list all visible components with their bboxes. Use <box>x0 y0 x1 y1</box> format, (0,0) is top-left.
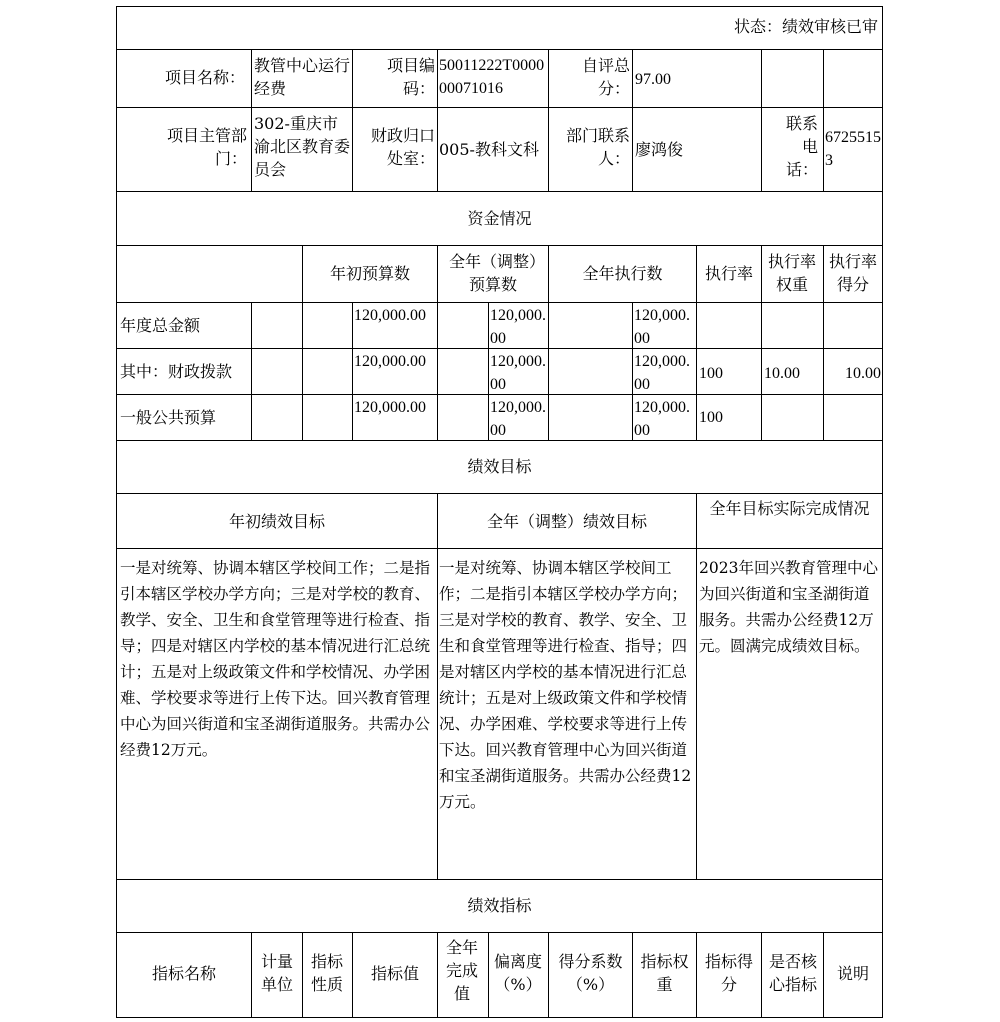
rule-line <box>302 302 303 440</box>
indicator-header-value: 指标值 <box>370 964 419 983</box>
rule-line <box>548 49 549 191</box>
indicator-header-score: 指标得分 <box>704 952 753 994</box>
rule-line <box>761 932 762 1017</box>
funds-row-adjusted: 120,000.00 <box>490 307 546 347</box>
indicator-header-weight: 指标权重 <box>640 952 689 994</box>
rule-line <box>632 49 633 191</box>
project-code-value: 50011222T000000071016 <box>439 57 545 97</box>
finance-value: 005-教科文科 <box>439 140 539 159</box>
rule-line <box>761 302 762 440</box>
rule-line <box>437 245 438 302</box>
funds-header-executed: 全年执行数 <box>582 264 663 283</box>
funds-row-score: 10.00 <box>845 365 881 382</box>
dept-label: 项目主管部门： <box>166 126 247 168</box>
indicator-header-unit: 计量单位 <box>260 952 293 994</box>
indicators-section-title: 绩效指标 <box>467 896 532 915</box>
goals-actual-text: 2023年回兴教育管理中心为回兴街道和宝圣湖街道服务。共需办公经费12万元。圆满完成绩效目标。 <box>699 559 878 655</box>
project-name-label: 项目名称： <box>164 68 245 87</box>
rule-line <box>302 932 303 1017</box>
rule-line <box>116 879 883 880</box>
rule-line <box>488 302 489 440</box>
phone-label: 联系电话： <box>785 114 818 179</box>
funds-header-rate: 执行率 <box>704 264 753 283</box>
indicator-header-note: 说明 <box>836 964 869 983</box>
rule-line <box>437 302 438 440</box>
funds-row-rate: 100 <box>699 365 723 382</box>
rule-line <box>116 6 883 7</box>
rule-line <box>251 302 252 440</box>
funds-row-initial: 120,000.00 <box>354 353 426 370</box>
rule-line <box>823 302 824 440</box>
rule-line <box>632 302 633 440</box>
rule-line <box>696 245 697 302</box>
rule-line <box>116 932 883 933</box>
rule-line <box>548 932 549 1017</box>
funds-row-adjusted: 120,000.00 <box>490 353 546 393</box>
funds-row-executed: 120,000.00 <box>634 399 690 439</box>
indicator-header-completed: 全年完成值 <box>445 938 478 1003</box>
funds-row-executed: 120,000.00 <box>634 307 690 347</box>
funds-header-initial: 年初预算数 <box>329 264 410 283</box>
rule-line <box>352 932 353 1017</box>
rule-line <box>488 932 489 1017</box>
funds-header-adjusted: 全年（调整）预算数 <box>448 252 537 294</box>
goals-header-adjusted: 全年（调整）绩效目标 <box>486 512 647 531</box>
rule-line <box>437 493 438 879</box>
dept-value: 302-重庆市渝北区教育委员会 <box>254 114 351 179</box>
rule-line <box>548 302 549 440</box>
funds-row-initial: 120,000.00 <box>354 307 426 324</box>
rule-line <box>116 548 883 549</box>
rule-line <box>352 49 353 191</box>
funds-row-weight: 10.00 <box>764 365 800 382</box>
indicator-header-nature: 指标性质 <box>310 952 343 994</box>
rule-line <box>548 245 549 302</box>
finance-label: 财政归口处室： <box>370 126 435 168</box>
rule-line <box>882 6 883 1018</box>
funds-row-label: 其中：财政拨款 <box>120 362 233 381</box>
goals-header-actual: 全年目标实际完成情况 <box>709 499 870 518</box>
rule-line <box>116 49 883 50</box>
funds-row-label: 年度总金额 <box>120 316 201 335</box>
rule-line <box>116 1017 883 1018</box>
rule-line <box>761 245 762 302</box>
self-score-label: 自评总分： <box>581 56 630 98</box>
rule-line <box>116 302 883 303</box>
status-text: 状态：绩效审核已审 <box>733 17 878 36</box>
indicator-header-name: 指标名称 <box>151 964 216 983</box>
indicator-header-core: 是否核心指标 <box>768 952 817 994</box>
self-score-value: 97.00 <box>635 71 671 88</box>
rule-line <box>352 302 353 440</box>
goals-header-initial: 年初绩效目标 <box>228 512 325 531</box>
funds-row-rate: 100 <box>699 409 723 426</box>
phone-value: 67255153 <box>825 129 881 169</box>
funds-row-label: 一般公共预算 <box>120 408 217 427</box>
funds-header-score: 执行率得分 <box>828 252 877 294</box>
rule-line <box>116 493 883 494</box>
indicator-header-deviation: 偏离度（%） <box>493 952 542 994</box>
funds-section-title: 资金情况 <box>467 209 532 228</box>
rule-line <box>823 49 824 191</box>
rule-line <box>696 932 697 1017</box>
rule-line <box>437 49 438 191</box>
indicator-header-coefficient: 得分系数（%） <box>558 952 623 994</box>
contact-value: 廖鸿俊 <box>635 140 684 159</box>
rule-line <box>251 932 252 1017</box>
contact-label: 部门联系人： <box>565 126 630 168</box>
rule-line <box>116 245 883 246</box>
rule-line <box>116 107 883 108</box>
goals-initial-text: 一是对统筹、协调本辖区学校间工作；二是指引本辖区学校办学方向；三是对学校的教育、教学、安全、卫生和食堂管理等进行检查、指导；四是对辖区内学校的基本情况进行汇总统计；五是对上级政策文件和学校情况、办学困难、学校要求等进行上传下达。回兴教育管理中心为回兴街道和宝圣湖街道服务。共需办公经费12万元。 <box>120 559 431 759</box>
funds-header-weight: 执行率权重 <box>767 252 816 294</box>
rule-line <box>761 49 762 191</box>
rule-line <box>437 932 438 1017</box>
goals-adjusted-text: 一是对统筹、协调本辖区学校间工作；二是指引本辖区学校办学方向；三是对学校的教育、教学、安全、卫生和食堂管理等进行检查、指导；四是对辖区内学校的基本情况进行汇总统计；五是对上级政策文件和学校情况、办学困难、学校要求等进行上传下达。回兴教育管理中心为回兴街道和宝圣湖街道服务。共需办公经费12万元。 <box>439 559 692 811</box>
rule-line <box>302 245 303 302</box>
goals-section-title: 绩效目标 <box>467 457 532 476</box>
project-name-value: 教管中心运行经费 <box>254 56 351 98</box>
funds-row-executed: 120,000.00 <box>634 353 690 393</box>
funds-row-initial: 120,000.00 <box>354 399 426 416</box>
rule-line <box>823 245 824 302</box>
project-code-label: 项目编码： <box>386 56 435 98</box>
rule-line <box>632 932 633 1017</box>
rule-line <box>116 191 883 192</box>
funds-row-adjusted: 120,000.00 <box>490 399 546 439</box>
rule-line <box>696 302 697 440</box>
rule-line <box>696 493 697 879</box>
rule-line <box>823 932 824 1017</box>
rule-line <box>251 49 252 191</box>
